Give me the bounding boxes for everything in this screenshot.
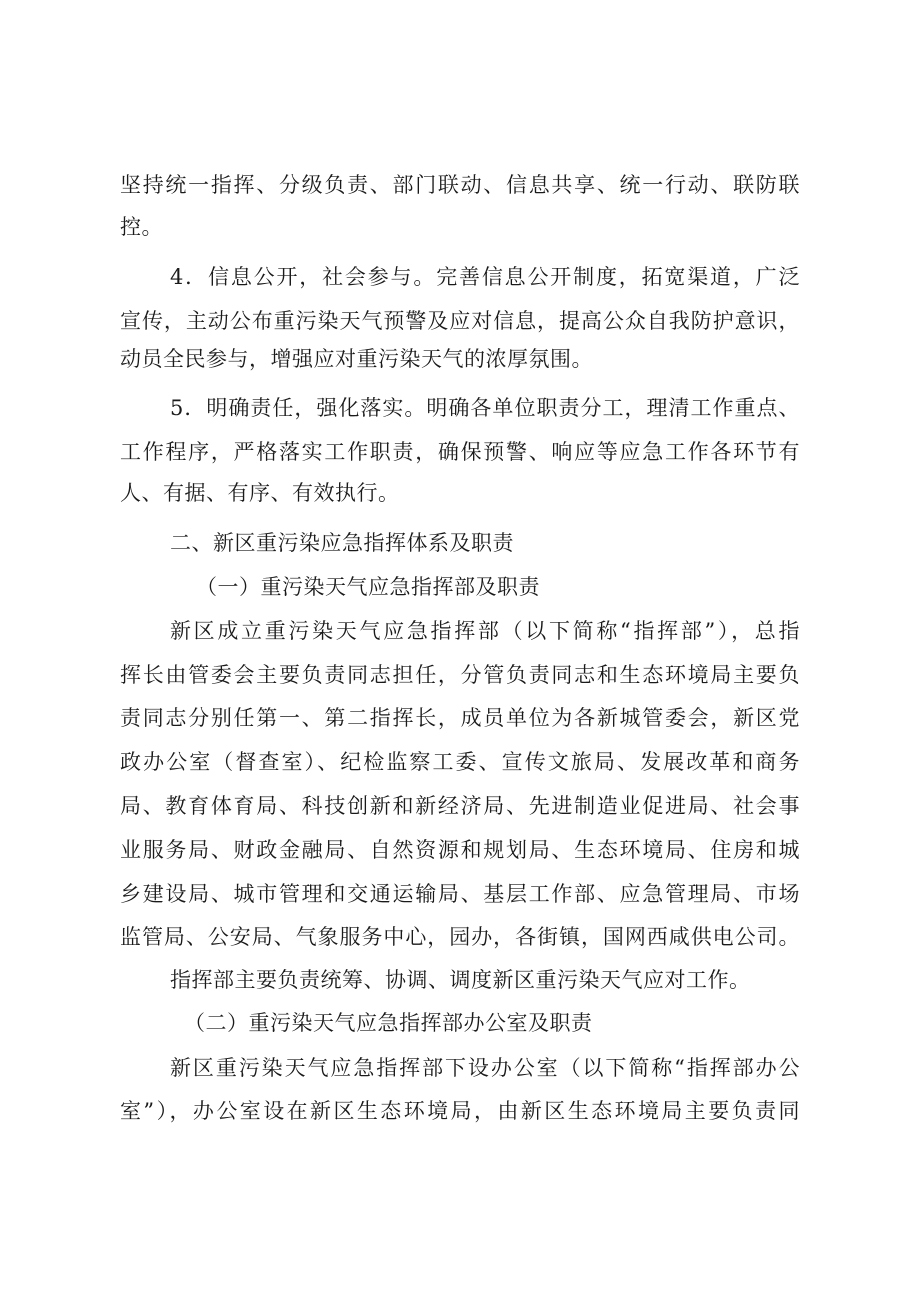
- body-text-line: 乡建设局、城市管理和交通运输局、基层工作部、应急管理局、市场: [120, 882, 800, 906]
- body-text-line: 坚持统一指挥、分级负责、部门联动、信息共享、统一行动、联防联: [120, 173, 800, 197]
- body-text-line: 局、教育体育局、科技创新和新经济局、先进制造业促进局、社会事: [120, 794, 800, 818]
- body-text-line: 工作程序，严格落实工作职责，确保预警、响应等应急工作各环节有: [120, 440, 800, 464]
- numbered-item-4-line: 4．信息公开，社会参与。完善信息公开制度，拓宽渠道，广泛: [170, 265, 800, 289]
- body-text-line: 宣传，主动公布重污染天气预警及应对信息，提高公众自我防护意识，: [120, 309, 800, 333]
- subsection-heading: （一）重污染天气应急指挥部及职责: [196, 575, 540, 599]
- body-text-line: 室”），办公室设在新区生态环境局，由新区生态环境局主要负责同: [120, 1099, 800, 1123]
- body-text-line: 动员全民参与，增强应对重污染天气的浓厚氛围。: [120, 347, 593, 371]
- body-text-line: 人、有据、有序、有效执行。: [120, 481, 400, 505]
- body-text-line: 新区成立重污染天气应急指挥部（以下简称“指挥部”），总指: [170, 619, 800, 643]
- subsection-heading: （二）重污染天气应急指挥部办公室及职责: [184, 1011, 593, 1035]
- body-text-line: 业服务局、财政金融局、自然资源和规划局、生态环境局、住房和城: [120, 838, 800, 862]
- body-text-line: 责同志分别任第一、第二指挥长，成员单位为各新城管委会，新区党: [120, 706, 800, 730]
- body-text-line: 挥长由管委会主要负责同志担任，分管负责同志和生态环境局主要负: [120, 663, 800, 687]
- body-text-line: 新区重污染天气应急指挥部下设办公室（以下简称“指挥部办公: [170, 1056, 800, 1080]
- section-heading: 二、新区重污染应急指挥体系及职责: [170, 531, 514, 555]
- body-text-line: 控。: [120, 215, 163, 239]
- body-text-line: 指挥部主要负责统筹、协调、调度新区重污染天气应对工作。: [170, 968, 751, 992]
- numbered-item-5-line: 5．明确责任，强化落实。明确各单位职责分工，理清工作重点、: [170, 396, 800, 420]
- body-text-line: 政办公室（督查室）、纪检监察工委、宣传文旅局、发展改革和商务: [120, 750, 800, 774]
- body-text-line: 监管局、公安局、气象服务中心，园办，各街镇，国网西咸供电公司。: [120, 925, 800, 949]
